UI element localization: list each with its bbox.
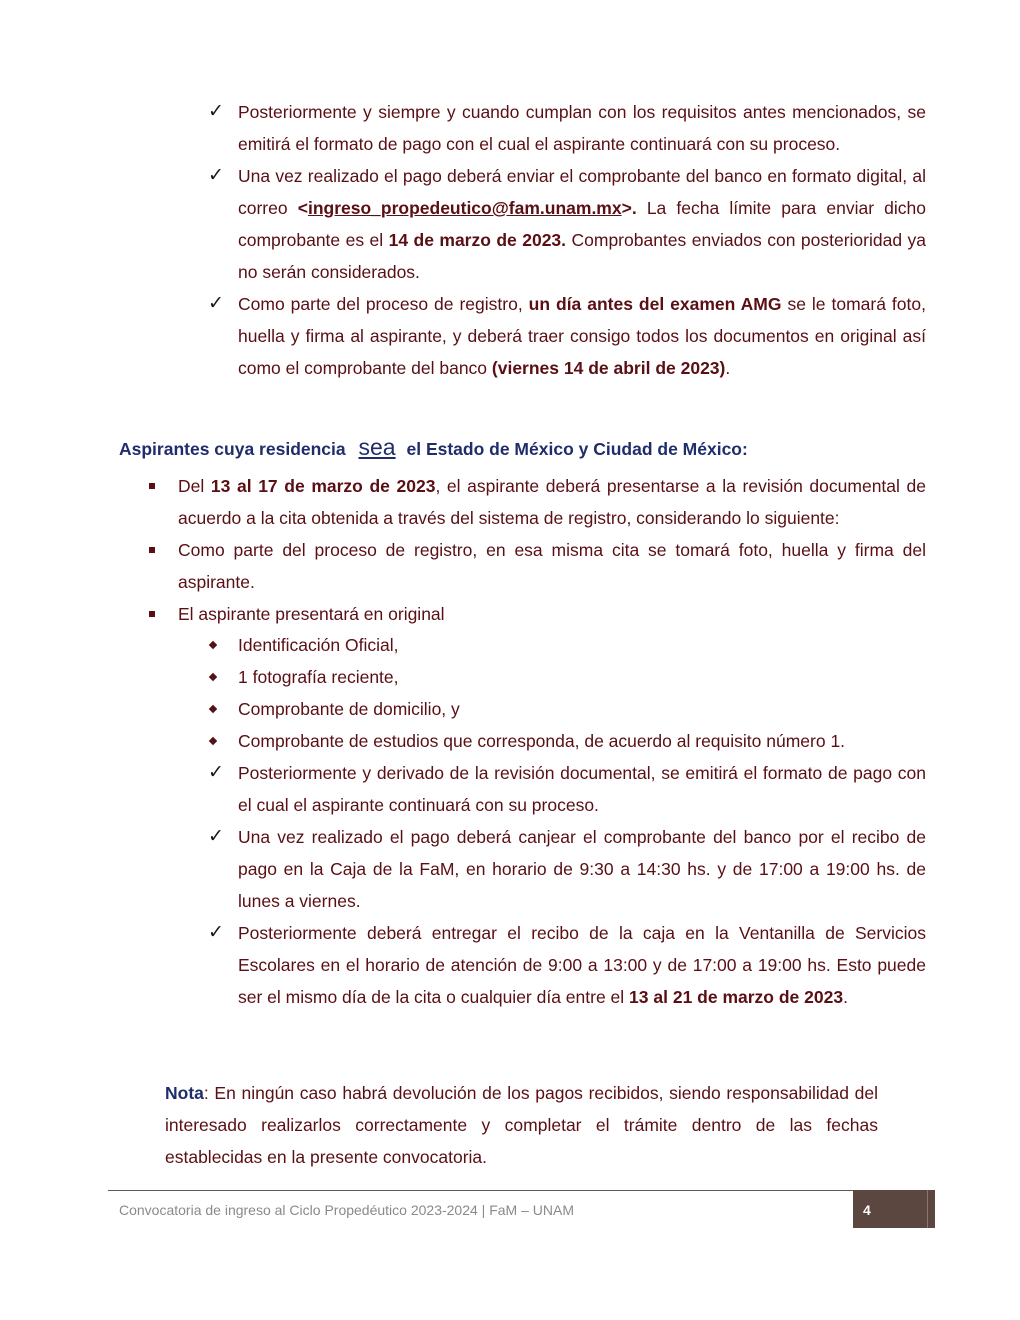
- checkmark-icon: ✓: [208, 922, 224, 943]
- square-bullet-icon: [149, 547, 155, 553]
- item-text: se le tomará foto, huella y firma al aspirante, y deberá traer consigo todos los documentos en original así como el comprobante del banco: [238, 294, 926, 378]
- second-checklist: [208, 757, 926, 1013]
- list-item: [238, 629, 926, 661]
- item-text: Comprobantes enviados con posterioridad ya no serán considerados.: [238, 230, 926, 282]
- square-bullet-list: [178, 470, 926, 630]
- checkmark-icon: ✓: [208, 762, 224, 783]
- list-item: [238, 725, 926, 757]
- email-link[interactable]: ingreso_propedeutico@fam.unam.mx: [307, 198, 622, 218]
- list-item: [208, 160, 926, 288]
- item-text: <: [297, 198, 308, 218]
- diamond-bullet-icon: [209, 673, 217, 681]
- list-item: [178, 534, 926, 598]
- section-heading: [119, 432, 748, 464]
- item-text: Como parte del proceso de registro,: [238, 294, 529, 314]
- page-box-separator: [927, 1190, 928, 1228]
- top-checklist: [208, 96, 926, 384]
- item-text: La fecha límite para enviar dicho comprobante es el: [238, 198, 926, 250]
- item-text: Una vez realizado el pago deberá enviar el comprobante del banco en formato digital, al correo: [238, 166, 926, 218]
- heading-before: Aspirantes cuya residencia: [119, 439, 346, 459]
- list-item: [208, 96, 926, 160]
- page-number-box: [853, 1190, 935, 1228]
- item-text: El aspirante presentará en original: [178, 604, 445, 624]
- list-item: [208, 288, 926, 384]
- item-text: Como parte del proceso de registro, en esa misma cita se tomará foto, huella y firma del aspirante.: [178, 540, 926, 592]
- checkmark-icon: ✓: [208, 165, 224, 186]
- list-item: [208, 821, 926, 917]
- page-number: 4: [863, 1202, 871, 1218]
- item-text: Identificación Oficial,: [238, 635, 399, 655]
- list-item: [238, 661, 926, 693]
- checkmark-icon: ✓: [208, 101, 224, 122]
- diamond-bullet-icon: [209, 737, 217, 745]
- list-item: [208, 757, 926, 821]
- heading-sea: sea: [358, 434, 396, 460]
- item-text: Una vez realizado el pago deberá canjear el comprobante del banco por el recibo de pago en la Caja de la FaM, en horario de 9:30 a 14:30 hs. y de 17:00 a 19:00 hs. de lunes a viernes.: [238, 827, 926, 911]
- checkmark-icon: ✓: [208, 293, 224, 314]
- list-item: [178, 470, 926, 534]
- item-text: 13 al 17 de marzo de 2023: [210, 476, 436, 496]
- note-label: Nota: [165, 1083, 204, 1103]
- item-text: .: [725, 358, 731, 378]
- item-text: Posteriormente y siempre y cuando cumplan con los requisitos antes mencionados, se emitirá el formato de pago con el cual el aspirante continuará con su proceso.: [238, 102, 926, 154]
- item-text: 13 al 21 de marzo de 2023: [629, 987, 844, 1007]
- square-bullet-icon: [149, 611, 155, 617]
- item-text: Del: [178, 476, 211, 496]
- square-bullet-icon: [149, 483, 155, 489]
- diamond-bullet-icon: [209, 705, 217, 713]
- note-paragraph: [165, 1077, 878, 1173]
- item-text: Comprobante de estudios que corresponda, de acuerdo al requisito número 1.: [238, 731, 846, 751]
- heading-after: el Estado de México y Ciudad de México:: [406, 439, 748, 459]
- list-item: [238, 693, 926, 725]
- note-text: : En ningún caso habrá devolución de los pagos recibidos, siendo responsabilidad del interesado realizarlos correctamente y completar el trámite dentro de las fechas establecidas en la presente convocatoria.: [165, 1083, 878, 1167]
- item-text: .: [843, 987, 848, 1007]
- item-text: Posteriormente deberá entregar el recibo de la caja en la Ventanilla de Servicios Escolares en el horario de atención de 9:00 a 13:00 y de 17:00 a 19:00 hs. Esto puede ser el mismo día de la cita o cualquier día entre el: [238, 923, 926, 1007]
- item-text: Posteriormente y derivado de la revisión documental, se emitirá el formato de pago con el cual el aspirante continuará con su proceso.: [238, 763, 926, 815]
- item-text: un día antes del examen AMG: [528, 294, 782, 314]
- footer-text: Convocatoria de ingreso al Ciclo Propedéutico 2023-2024 | FaM – UNAM: [119, 1202, 574, 1218]
- item-text: Comprobante de domicilio, y: [238, 699, 460, 719]
- item-text: 14 de marzo de 2023.: [388, 230, 567, 250]
- item-text: , el aspirante deberá presentarse a la revisión documental de acuerdo a la cita obtenida a través del sistema de registro, considerando lo siguiente:: [178, 476, 926, 528]
- item-text: (viernes 14 de abril de 2023): [491, 358, 726, 378]
- list-item: [178, 598, 926, 630]
- item-text: 1 fotografía reciente,: [238, 667, 399, 687]
- footer-divider: [108, 1190, 853, 1191]
- checkmark-icon: ✓: [208, 826, 224, 847]
- item-text: >.: [621, 198, 637, 218]
- diamond-bullet-icon: [209, 641, 217, 649]
- diamond-bullet-list: [238, 629, 926, 757]
- list-item: [208, 917, 926, 1013]
